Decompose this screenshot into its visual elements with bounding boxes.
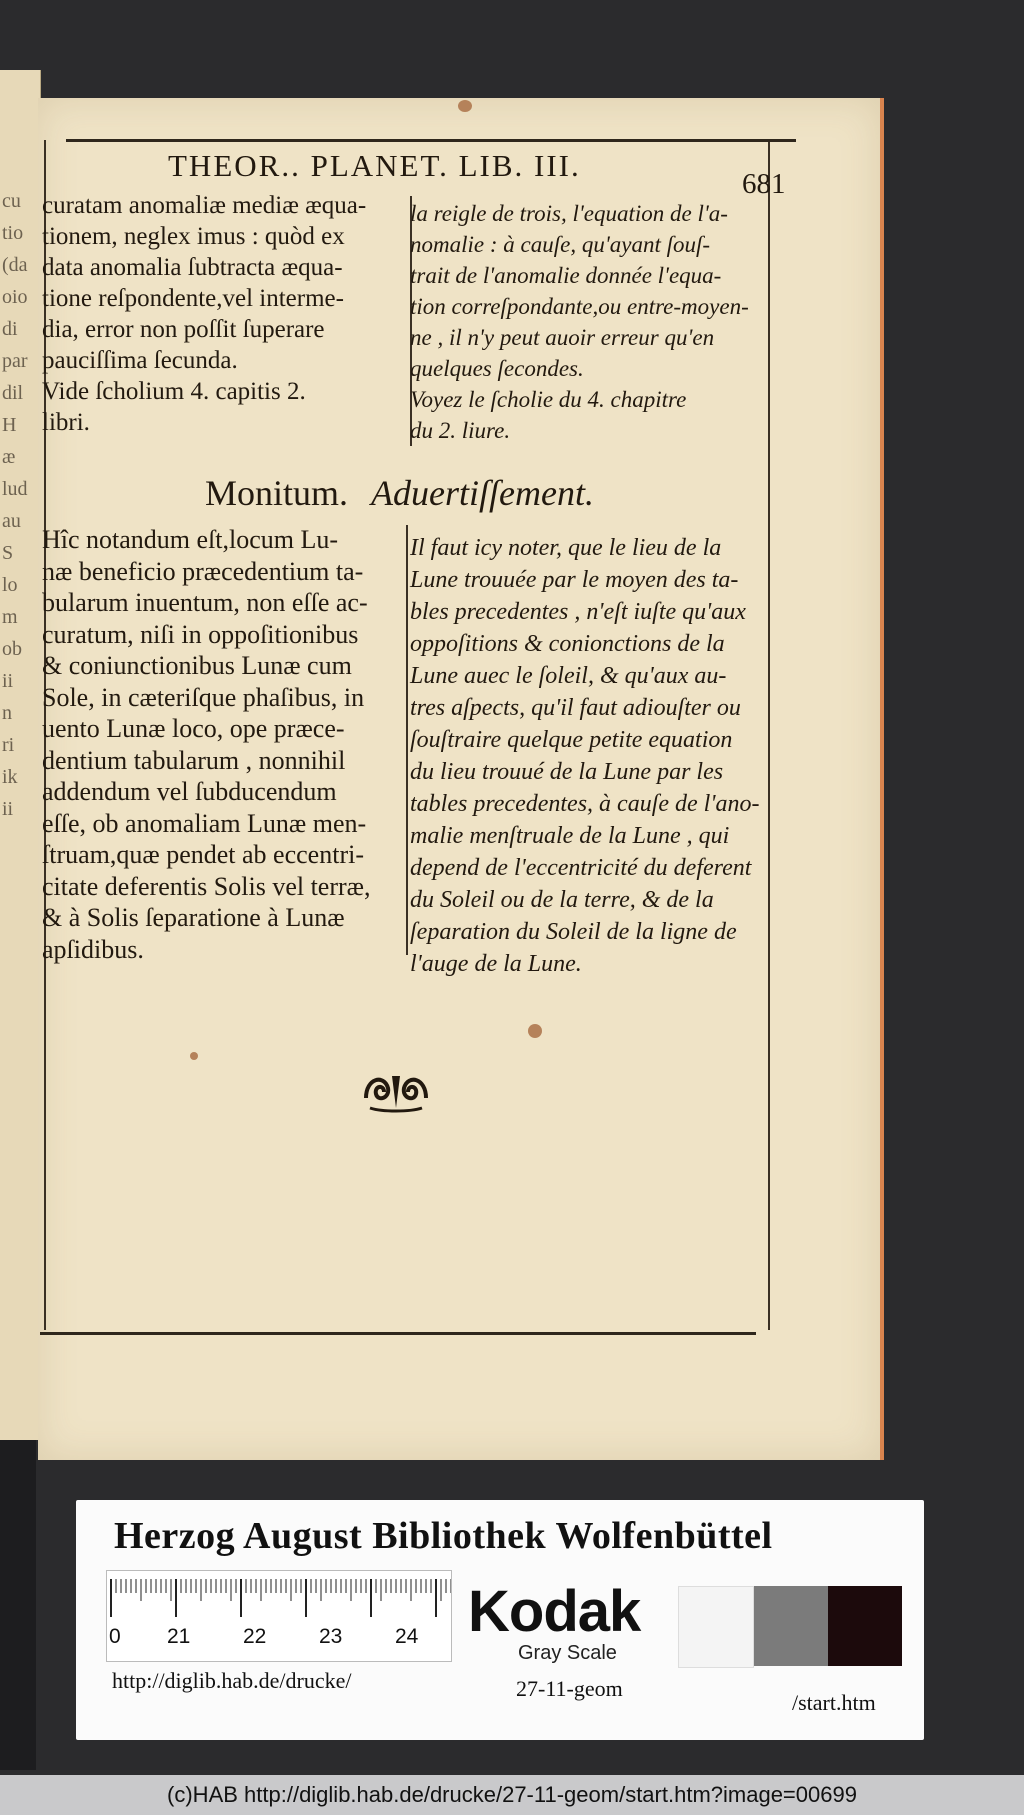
ruler-ticks — [107, 1571, 451, 1621]
text-line: & à Solis ſeparatione à Lunæ — [42, 903, 345, 932]
text-line: ſouſtraire quelque petite equation — [410, 727, 733, 753]
latin-heading: Monitum. — [205, 473, 349, 513]
url-suffix: /start.htm — [792, 1690, 876, 1715]
latin-column-body — [42, 524, 402, 965]
ruler-label: 24 — [395, 1625, 419, 1648]
bottom-rule — [40, 1332, 756, 1335]
kodak-logo: Kodak — [468, 1579, 641, 1644]
left-page-fragment: ii — [2, 670, 14, 692]
left-page-fragment: lud — [2, 478, 28, 500]
text-line: du Soleil ou de la terre, & de la — [410, 887, 714, 913]
text-line: Hîc notandum eſt,locum Lu- — [42, 525, 339, 554]
text-line: addendum vel ſubducendum — [42, 777, 337, 806]
text-line: bles precedentes , n'eſt iuſte qu'aux — [410, 599, 746, 625]
gray-swatch-dark — [828, 1586, 902, 1666]
text-line: apſidibus. — [42, 934, 144, 964]
gray-scale-label: Gray Scale — [518, 1642, 617, 1664]
library-name: Herzog August Bibliothek Wolfenbüttel — [114, 1515, 773, 1557]
ruler-label: 23 — [319, 1625, 343, 1648]
text-line: næ beneficio præcedentium ta- — [42, 556, 364, 586]
image-caption: (c)HAB http://diglib.hab.de/drucke/27-11-geom/start.htm?image=00699 — [0, 1775, 1024, 1815]
left-page-fragment: ik — [2, 766, 18, 788]
text-line: pauciſſima ſecunda. — [42, 347, 238, 374]
text-line: tione reſpondente,vel interme- — [42, 285, 344, 312]
french-column-top — [410, 198, 784, 446]
book-binding — [0, 1440, 36, 1770]
left-page-fragment: n — [2, 702, 12, 724]
text-line: dia, error non poſſit ſuperare — [42, 316, 325, 343]
left-page-fragment: au — [2, 510, 21, 532]
text-line: du 2. liure. — [410, 418, 511, 443]
text-line: la reigle de trois, l'equation de l'a- — [410, 201, 728, 226]
text-line: malie menſtruale de la Lune , qui — [410, 823, 730, 849]
french-heading: Aduertiſſement. — [371, 473, 594, 513]
page-number: 681 — [742, 168, 786, 200]
text-line: ſtruam,quæ pendet ab eccentri- — [42, 840, 364, 869]
left-page-fragment: ob — [2, 638, 22, 660]
left-page-fragment: ii — [2, 798, 14, 820]
text-line: curatam anomaliæ mediæ æqua- — [42, 192, 367, 219]
text-line: ſeparation du Soleil de la ligne de — [410, 919, 737, 945]
text-line: libri. — [42, 409, 90, 436]
measurement-ruler — [106, 1570, 452, 1662]
text-line: Voyez le ſcholie du 4. chapitre — [410, 387, 687, 412]
text-line: l'auge de la Lune. — [410, 951, 582, 977]
left-page-fragment: m — [2, 606, 18, 628]
url-identifier: 27-11-geom — [516, 1676, 623, 1701]
text-line: Lune auec le ſoleil, & qu'aux au- — [410, 663, 727, 689]
text-line: tion correſpondante,ou entre-moyen- — [410, 294, 749, 319]
left-page-fragment: (da — [2, 254, 28, 276]
text-line: eſſe, ob anomaliam Lunæ men- — [42, 808, 367, 838]
gray-swatch-light — [678, 1586, 754, 1668]
text-line: uento Lunæ loco, ope præce- — [42, 714, 345, 743]
url-base: http://diglib.hab.de/drucke/ — [112, 1668, 352, 1693]
left-page-fragment: H — [2, 414, 17, 436]
text-line: nomalie : à cauſe, qu'ayant ſouſ- — [410, 232, 711, 257]
text-line: & coniunctionibus Lunæ cum — [42, 651, 352, 680]
text-line: curatum, niſi in oppoſitionibus — [42, 619, 359, 649]
latin-column-top — [42, 190, 402, 438]
left-page-fragment: par — [2, 350, 28, 372]
text-line: depend de l'eccentricité du deferent — [410, 855, 752, 881]
text-line: ne , il n'y peut auoir erreur qu'en — [410, 325, 715, 350]
text-line: bularum inuentum, non eſſe ac- — [42, 588, 368, 617]
left-page-fragment: oio — [2, 286, 28, 308]
printers-ornament-icon — [362, 1068, 430, 1114]
text-line: du lieu trouué de la Lune par les — [410, 759, 724, 785]
text-line: data anomalia ſubtracta æqua- — [42, 254, 343, 281]
text-line: Sole, in cæteriſque phaſibus, in — [42, 682, 365, 712]
left-page-fragment: æ — [2, 446, 16, 468]
column-divider-body — [406, 525, 408, 955]
left-page-fragment: dil — [2, 382, 24, 404]
left-page-fragment: cu — [2, 190, 21, 212]
left-page-fragment: di — [2, 318, 18, 340]
running-title: THEOR.. PLANET. LIB. III. — [168, 148, 581, 183]
left-page-fragment: lo — [2, 574, 18, 596]
french-column-body — [410, 532, 784, 980]
text-line: trait de l'anomalie donnée l'equa- — [410, 263, 722, 288]
paper-stain — [458, 100, 472, 112]
text-line: Lune trouuée par le moyen des ta- — [410, 567, 739, 593]
left-page-edge — [0, 70, 41, 1440]
text-line: Il faut icy noter, que le lieu de la — [410, 535, 722, 561]
header-rule — [66, 139, 796, 142]
text-line: tionem, neglex imus : quòd ex — [42, 223, 345, 250]
text-line: Vide ſcholium 4. capitis 2. — [42, 378, 306, 405]
left-page-fragment: S — [2, 542, 14, 564]
color-target-card — [76, 1500, 924, 1740]
text-line: citate deferentis Solis vel terræ, — [42, 871, 371, 901]
paper-stain — [528, 1024, 542, 1038]
paper-stain — [190, 1052, 198, 1060]
ruler-label: 21 — [167, 1625, 191, 1648]
left-page-fragment: tio — [2, 222, 24, 244]
text-line: dentium tabularum , nonnihil — [42, 745, 346, 775]
text-line: oppoſitions & conionctions de la — [410, 631, 725, 657]
section-heading — [205, 472, 594, 514]
ruler-label: 22 — [243, 1625, 267, 1648]
text-line: tables precedentes, à cauſe de l'ano- — [410, 791, 760, 817]
gray-swatch-mid — [754, 1586, 828, 1666]
ruler-label: 0 — [109, 1625, 121, 1648]
left-page-fragment: ri — [2, 734, 15, 756]
text-line: quelques ſecondes. — [410, 356, 584, 381]
text-line: tres aſpects, qu'il faut adiouſter ou — [410, 695, 741, 721]
